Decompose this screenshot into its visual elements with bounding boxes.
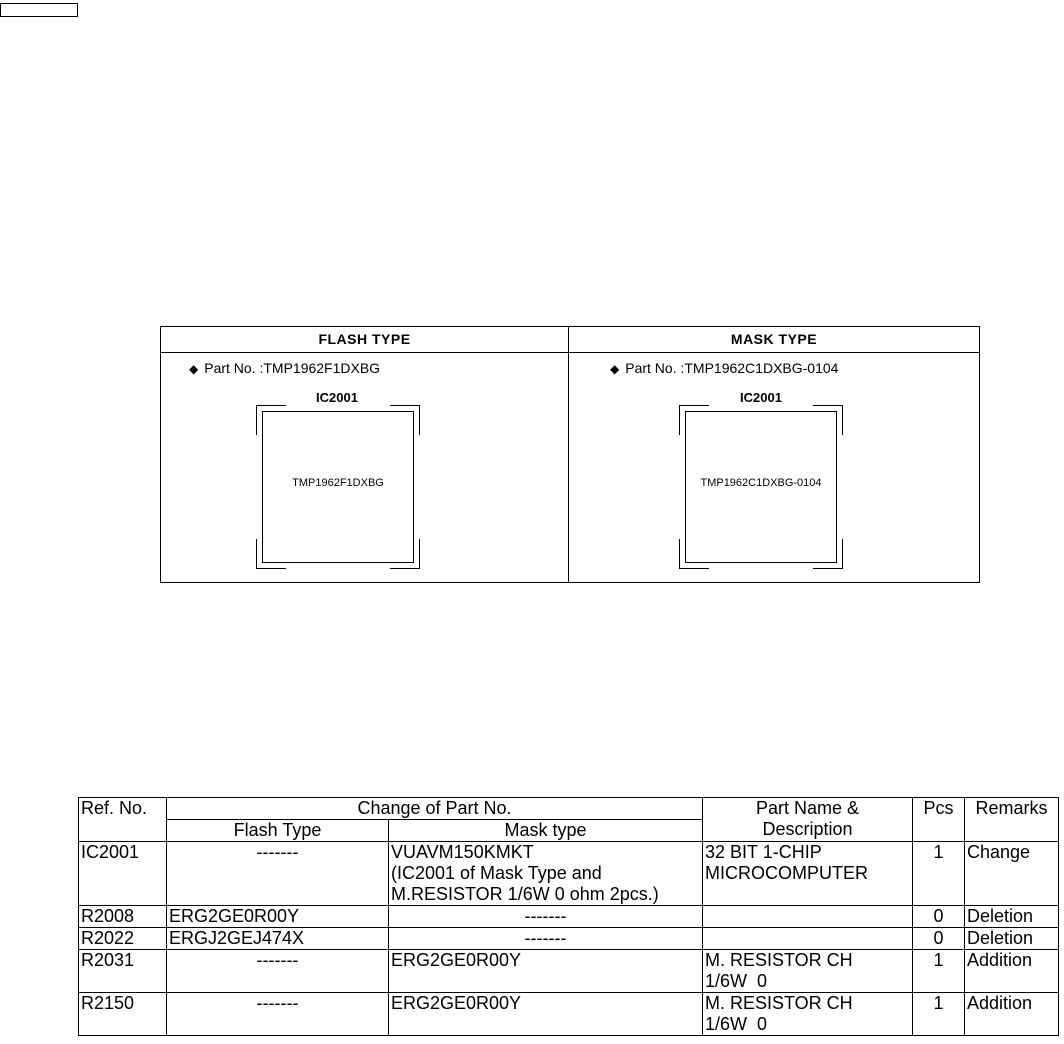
mask-part-number: [610, 360, 838, 376]
cell-description-line: 1/6W 0: [705, 1014, 768, 1034]
mask-ic-label: IC2001: [740, 390, 782, 405]
diamond-bullet-icon: ◆: [189, 362, 199, 376]
header-mask-type: Mask type: [389, 820, 703, 842]
cell-remarks: Addition: [965, 950, 1059, 993]
cell-remarks: Change: [965, 842, 1059, 906]
cell-description-line: MICROCOMPUTER: [705, 863, 868, 883]
cell-pcs: 1: [913, 993, 965, 1036]
parts-change-table: [78, 797, 1059, 1036]
cell-description-line: 1/6W 0: [705, 971, 768, 991]
table-row: [79, 906, 1059, 928]
ic-type-comparison: [160, 326, 980, 583]
table-row: [79, 842, 1059, 906]
cell-mask: -------: [389, 906, 703, 928]
mask-part-number-text: Part No. :TMP1962C1DXBG-0104: [625, 360, 839, 376]
flash-part-number-text: Part No. :TMP1962F1DXBG: [204, 360, 381, 376]
mask-chip-diagram: [679, 405, 843, 569]
cell-mask-line: VUAVM150KMKT: [391, 842, 534, 862]
mask-type-heading: MASK TYPE: [569, 327, 979, 353]
cell-mask-line: M.RESISTOR 1/6W 0 ohm 2pcs.): [391, 884, 659, 904]
table-row: [79, 928, 1059, 950]
flash-chip-marking: TMP1962F1DXBG: [292, 477, 384, 489]
flash-part-number: [189, 360, 380, 376]
cell-description: [703, 842, 913, 906]
cell-flash: -------: [167, 993, 389, 1036]
cell-pcs: 1: [913, 842, 965, 906]
mask-chip-marking: TMP1962C1DXBG-0104: [700, 477, 822, 489]
table-row: [79, 950, 1059, 993]
header-pcs: Pcs: [913, 798, 965, 842]
cell-mask: ERG2GE0R00Y: [389, 950, 703, 993]
cell-description-line: M. RESISTOR CH: [705, 993, 853, 1013]
cell-flash: -------: [167, 842, 389, 906]
mask-type-column: [569, 327, 979, 582]
cell-mask: -------: [389, 928, 703, 950]
flash-ic-label: IC2001: [316, 390, 358, 405]
cell-ref: R2008: [79, 906, 167, 928]
cell-flash: ERG2GE0R00Y: [167, 906, 389, 928]
cell-ref: R2022: [79, 928, 167, 950]
cell-description: [703, 950, 913, 993]
cell-description-line: 32 BIT 1-CHIP: [705, 842, 822, 862]
cell-remarks: Deletion: [965, 928, 1059, 950]
cell-pcs: 1: [913, 950, 965, 993]
cell-pcs: 0: [913, 906, 965, 928]
header-part-name-line1: Part Name &: [755, 798, 860, 818]
cell-ref: IC2001: [79, 842, 167, 906]
cell-flash: -------: [167, 950, 389, 993]
cell-remarks: Deletion: [965, 906, 1059, 928]
page-corner-box: [0, 3, 78, 17]
header-flash-type: Flash Type: [167, 820, 389, 842]
cell-description: [703, 993, 913, 1036]
cell-mask: ERG2GE0R00Y: [389, 993, 703, 1036]
cell-pcs: 0: [913, 928, 965, 950]
cell-mask: [389, 842, 703, 906]
header-part-name: [703, 798, 913, 842]
header-ref-no: Ref. No.: [79, 798, 167, 842]
cell-mask-line: (IC2001 of Mask Type and: [391, 863, 602, 883]
cell-flash: ERGJ2GEJ474X: [167, 928, 389, 950]
flash-type-column: [161, 327, 569, 582]
table-row: [79, 993, 1059, 1036]
cell-ref: R2031: [79, 950, 167, 993]
flash-type-heading: FLASH TYPE: [161, 327, 568, 353]
cell-ref: R2150: [79, 993, 167, 1036]
cell-description-line: M. RESISTOR CH: [705, 950, 853, 970]
flash-chip-diagram: [256, 405, 420, 569]
header-part-name-line2: Description: [762, 819, 853, 839]
cell-description: [703, 906, 913, 928]
diamond-bullet-icon: ◆: [610, 362, 620, 376]
header-remarks: Remarks: [965, 798, 1059, 842]
cell-description: [703, 928, 913, 950]
header-change-of-part-no: Change of Part No.: [167, 798, 703, 820]
cell-remarks: Addition: [965, 993, 1059, 1036]
